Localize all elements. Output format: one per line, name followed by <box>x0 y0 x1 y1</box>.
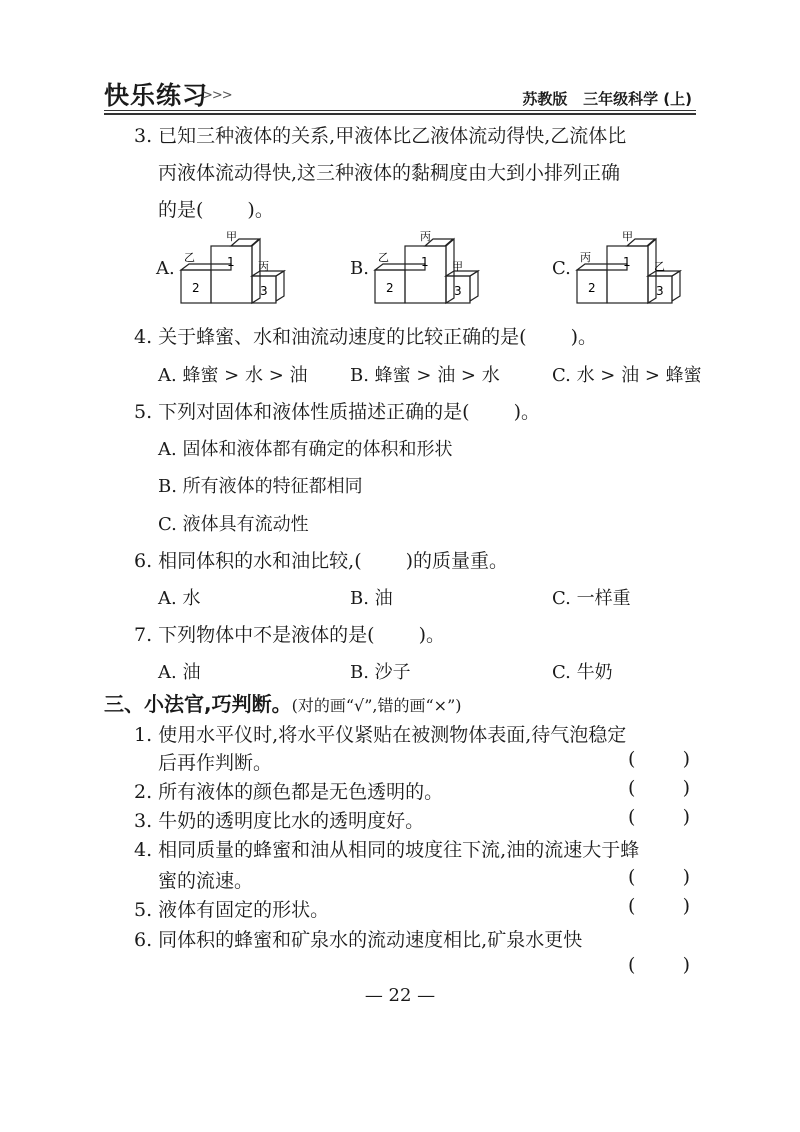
q6-option-a: A. 水 <box>158 588 201 609</box>
fig-a-num3: 3 <box>260 284 268 298</box>
q6-option-b: B. 油 <box>350 588 393 609</box>
podium-figure-b <box>370 228 495 306</box>
judge-5-text: 5. 液体有固定的形状。 <box>134 899 330 921</box>
q5-option-c: C. 液体具有流动性 <box>158 514 309 535</box>
fig-b-num1: 1 <box>421 255 429 269</box>
fig-a-num2: 2 <box>192 281 200 295</box>
header-grade: 三年级科学 (上) <box>583 90 692 108</box>
header-book-info <box>522 88 692 109</box>
judge-6-answer-box[interactable]: ( ) <box>628 954 690 976</box>
q7-option-a: A. 油 <box>158 662 201 683</box>
q5-stem: 5. 下列对固体和液体性质描述正确的是( )。 <box>134 401 541 423</box>
q3-line1: 3. 已知三种液体的关系,甲液体比乙液体流动得快,乙流体比 <box>134 125 627 147</box>
q6-stem: 6. 相同体积的水和油比较,( )的质量重。 <box>134 550 509 572</box>
fig-b-top-label: 丙 <box>420 230 431 243</box>
q3-option-a-letter: A. <box>156 258 175 279</box>
q3-option-b-letter: B. <box>350 258 369 279</box>
judge-4-line1: 4. 相同质量的蜂蜜和油从相同的坡度往下流,油的流速大于蜂 <box>134 839 640 861</box>
judge-2-text: 2. 所有液体的颜色都是无色透明的。 <box>134 781 444 803</box>
fig-c-left-label: 丙 <box>580 251 591 264</box>
header-title: 快乐练习 <box>104 81 209 110</box>
q4-option-c: C. 水 > 油 > 蜂蜜 <box>552 365 702 386</box>
fig-b-num3: 3 <box>454 284 462 298</box>
q5-option-b: B. 所有液体的特征都相同 <box>158 476 363 497</box>
q7-option-b: B. 沙子 <box>350 662 411 683</box>
q7-stem: 7. 下列物体中不是液体的是( )。 <box>134 624 446 646</box>
judge-1-line2: 后再作判断。 <box>158 752 273 774</box>
fig-c-num3: 3 <box>656 284 664 298</box>
q4-option-b: B. 蜂蜜 > 油 > 水 <box>350 365 500 386</box>
fig-a-right-label: 丙 <box>258 260 269 273</box>
judge-4-line2: 蜜的流速。 <box>158 870 254 892</box>
q5-option-a: A. 固体和液体都有确定的体积和形状 <box>158 439 453 460</box>
header-rule <box>104 110 696 111</box>
judge-1-answer-box[interactable]: ( ) <box>628 748 690 770</box>
q4-option-a: A. 蜂蜜 > 水 > 油 <box>158 365 308 386</box>
section-3-heading <box>104 688 462 717</box>
judge-4-answer-box[interactable]: ( ) <box>628 866 690 888</box>
fig-b-right-label: 甲 <box>452 260 463 273</box>
fig-a-top-label: 甲 <box>226 230 237 243</box>
fig-a-num1: 1 <box>227 255 235 269</box>
header-edition: 苏教版 <box>522 90 568 108</box>
q3-line2: 丙液体流动得快,这三种液体的黏稠度由大到小排列正确 <box>158 162 621 184</box>
section-3-title: 三、小法官,巧判断。 <box>104 692 292 716</box>
section-3-note: (对的画“√”,错的画“×”) <box>291 696 462 715</box>
podium-figure-c <box>572 228 697 306</box>
judge-3-text: 3. 牛奶的透明度比水的透明度好。 <box>134 810 425 832</box>
fig-a-left-label: 乙 <box>184 251 195 264</box>
judge-3-answer-box[interactable]: ( ) <box>628 806 690 828</box>
judge-5-answer-box[interactable]: ( ) <box>628 895 690 917</box>
judge-2-answer-box[interactable]: ( ) <box>628 777 690 799</box>
judge-1-line1: 1. 使用水平仪时,将水平仪紧贴在被测物体表面,待气泡稳定 <box>134 724 627 746</box>
fig-b-left-label: 乙 <box>378 251 389 264</box>
fig-b-num2: 2 <box>386 281 394 295</box>
q3-option-c-letter: C. <box>552 258 571 279</box>
judge-6-text: 6. 同体积的蜂蜜和矿泉水的流动速度相比,矿泉水更快 <box>134 929 583 951</box>
q6-option-c: C. 一样重 <box>552 588 631 609</box>
fig-c-num2: 2 <box>588 281 596 295</box>
fig-c-right-label: 乙 <box>654 260 665 273</box>
q3-line3: 的是( )。 <box>158 199 274 221</box>
q7-option-c: C. 牛奶 <box>552 662 613 683</box>
header-arrows-icon: >>> <box>202 88 232 103</box>
header-rule-thick <box>104 113 696 115</box>
fig-c-top-label: 甲 <box>622 230 633 243</box>
podium-figure-a <box>176 228 301 306</box>
page-number: — 22 — <box>364 985 436 1006</box>
q4-stem: 4. 关于蜂蜜、水和油流动速度的比较正确的是( )。 <box>134 326 598 348</box>
fig-c-num1: 1 <box>623 255 631 269</box>
